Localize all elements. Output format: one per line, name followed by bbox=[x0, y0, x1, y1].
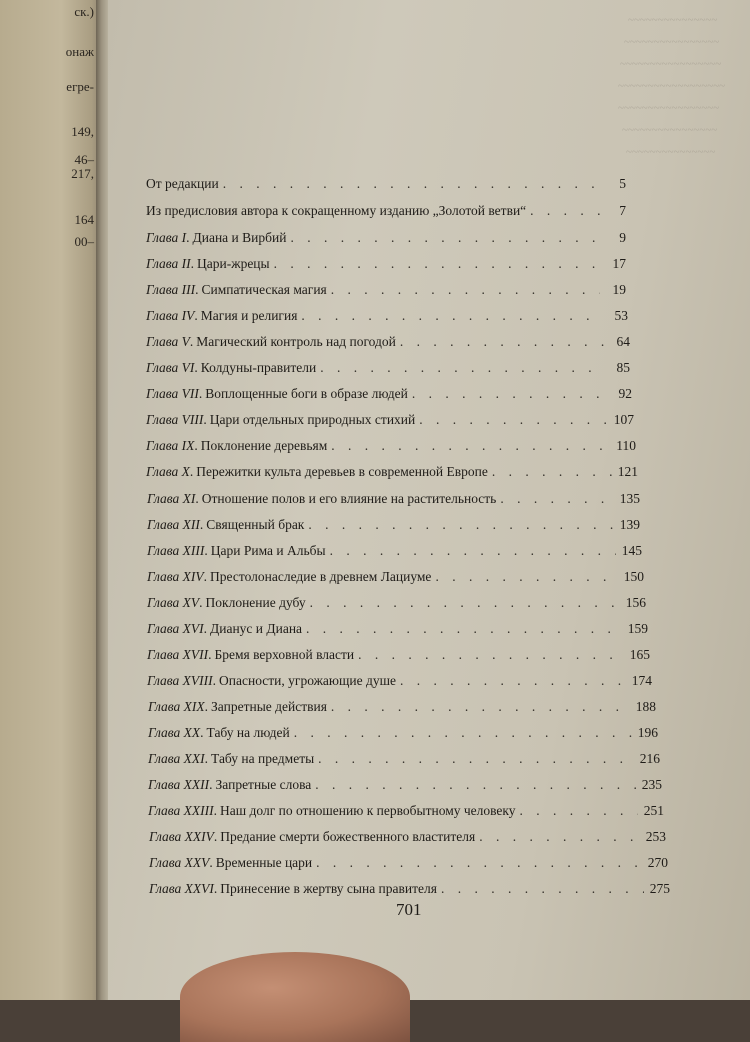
toc-page-number: 270 bbox=[647, 855, 668, 870]
toc-entry bbox=[147, 491, 640, 507]
toc-entry bbox=[148, 751, 660, 767]
toc-chapter-label: Глава XIII bbox=[147, 543, 205, 558]
toc-page-number: 156 bbox=[625, 595, 646, 610]
dot-leader bbox=[294, 725, 632, 741]
toc-entry-title: Пережитки культа деревьев в современной Европе bbox=[196, 464, 488, 479]
left-page-fragment: 149, bbox=[71, 124, 94, 139]
chapter-period: . bbox=[198, 386, 203, 401]
toc-entry-title: Цари Рима и Альбы bbox=[210, 543, 326, 558]
toc-page-number: 188 bbox=[635, 699, 656, 714]
dot-leader bbox=[290, 230, 600, 246]
toc-entry-title: Магия и религия bbox=[200, 308, 298, 323]
chapter-period: . bbox=[203, 412, 207, 427]
toc-entry bbox=[146, 203, 626, 219]
toc-entry-title: Симпатическая магия bbox=[201, 282, 327, 297]
toc-entry-title: Табу на людей bbox=[206, 725, 290, 740]
toc-chapter-label: Глава XIV bbox=[147, 569, 204, 584]
toc-chapter-label: Глава IV bbox=[146, 308, 195, 323]
toc-page-number: 107 bbox=[613, 412, 634, 427]
toc-entry-title: Дианус и Диана bbox=[210, 621, 303, 636]
toc-chapter-label: Глава XX bbox=[148, 725, 201, 740]
chapter-period: . bbox=[189, 334, 194, 349]
chapter-period: . bbox=[213, 881, 218, 896]
left-page-fragment: 00– bbox=[74, 234, 94, 249]
dot-leader bbox=[331, 282, 600, 298]
toc-page-number: 5 bbox=[619, 176, 626, 191]
left-page-fragment: егре- bbox=[66, 79, 94, 94]
toc-entry-title: Запретные слова bbox=[215, 777, 312, 792]
dot-leader bbox=[301, 308, 602, 324]
left-page-fragment: 217, bbox=[71, 166, 94, 181]
toc-chapter-label: Глава XXII bbox=[148, 777, 210, 792]
toc-page-number: 253 bbox=[645, 829, 666, 844]
dot-leader bbox=[318, 751, 634, 767]
dot-leader bbox=[441, 881, 644, 897]
toc-chapter-label: Глава XII bbox=[147, 517, 200, 532]
toc-entry bbox=[146, 386, 632, 402]
toc-page-number: 150 bbox=[623, 569, 644, 584]
dot-leader bbox=[492, 464, 612, 480]
toc-page-number: 19 bbox=[612, 282, 626, 297]
dot-leader bbox=[520, 803, 638, 819]
toc-chapter-label: Глава XVII bbox=[147, 647, 209, 662]
dot-leader bbox=[331, 438, 610, 454]
dot-leader bbox=[419, 412, 608, 428]
left-page-fragment: 46– bbox=[74, 152, 94, 167]
toc-entry bbox=[147, 595, 646, 611]
left-page-fragment: ск.) bbox=[74, 4, 94, 19]
toc-chapter-label: Глава III bbox=[146, 282, 196, 297]
toc-entry-title: Колдуны-правители bbox=[200, 360, 317, 375]
toc-entry bbox=[147, 621, 648, 637]
toc-page-number: 251 bbox=[643, 803, 664, 818]
toc-chapter-label: Глава XVIII bbox=[147, 673, 213, 688]
dot-leader bbox=[412, 386, 606, 402]
chapter-period: . bbox=[208, 647, 212, 662]
toc-entry-title: Магический контроль над погодой bbox=[196, 334, 396, 349]
toc-entry-title: Наш долг по отношению к первобытному человеку bbox=[220, 803, 516, 818]
chapter-period: . bbox=[204, 543, 208, 558]
toc-entry bbox=[147, 517, 640, 533]
toc-entry-title: Запретные действия bbox=[211, 699, 327, 714]
dot-leader bbox=[400, 673, 626, 689]
toc-chapter-label: Глава XXIII bbox=[148, 803, 214, 818]
toc-entry-title: Предание смерти божественного властителя bbox=[220, 829, 476, 844]
chapter-period: . bbox=[195, 282, 199, 297]
dot-leader bbox=[358, 647, 624, 663]
toc-entry bbox=[148, 803, 664, 819]
toc-chapter-label: Глава XXVI bbox=[149, 881, 214, 896]
bleed-through-text: ~~~~~~~~~~~~~~~ ~~~~~~~~~~~~~~~~ ~~~~~~~~~~~~~~~~~ ~~~~~~~~~~~~~~~~~~ ~~~~~~~~~~~~~~~~~ ~~~~~~~~~~~~~~~~ ~~~~~~~~~~~~~~~ bbox=[618, 14, 726, 158]
toc-chapter-label: Глава XV bbox=[147, 595, 200, 610]
toc-chapter-label: Глава I bbox=[146, 230, 187, 245]
toc-page-number: 165 bbox=[629, 647, 650, 662]
dot-leader bbox=[315, 777, 636, 793]
chapter-period: . bbox=[200, 725, 204, 740]
chapter-period: . bbox=[199, 595, 203, 610]
dot-leader bbox=[400, 334, 604, 350]
toc-entry bbox=[147, 673, 652, 689]
toc-page-number: 145 bbox=[621, 543, 642, 558]
toc-chapter-label: Глава XI bbox=[147, 491, 196, 506]
toc-chapter-label: Глава VII bbox=[146, 386, 199, 401]
chapter-period: . bbox=[189, 464, 194, 479]
dot-leader bbox=[530, 203, 600, 219]
dot-leader bbox=[308, 517, 614, 533]
dot-leader bbox=[274, 256, 600, 272]
chapter-period: . bbox=[213, 829, 218, 844]
toc-page-number: 139 bbox=[619, 517, 640, 532]
chapter-period: . bbox=[194, 438, 198, 453]
dot-leader bbox=[320, 360, 604, 376]
toc-entry-title: Отношение полов и его влияние на растительность bbox=[201, 491, 497, 506]
toc-entry-title: Престолонаследие в древнем Лациуме bbox=[210, 569, 432, 584]
toc-page-number: 174 bbox=[631, 673, 652, 688]
chapter-period: . bbox=[194, 308, 198, 323]
toc-entry bbox=[146, 176, 626, 192]
toc-page-number: 9 bbox=[619, 230, 626, 245]
toc-page-number: 121 bbox=[617, 464, 638, 479]
toc-entry-title: Бремя верховной власти bbox=[214, 647, 355, 662]
dot-leader bbox=[310, 595, 620, 611]
chapter-period: . bbox=[190, 256, 195, 271]
toc-entry-title: От редакции bbox=[146, 176, 219, 191]
toc-entry-title: Принесение в жертву сына правителя bbox=[220, 881, 437, 896]
toc-chapter-label: Глава V bbox=[146, 334, 190, 349]
toc-page-number: 92 bbox=[618, 386, 632, 401]
left-page-fragment: 164 bbox=[74, 212, 94, 227]
dot-leader bbox=[500, 491, 614, 507]
toc-entry bbox=[148, 725, 658, 741]
toc-page-number: 110 bbox=[616, 438, 636, 453]
toc-entry bbox=[149, 829, 666, 845]
chapter-period: . bbox=[195, 491, 199, 506]
toc-page-number: 159 bbox=[627, 621, 648, 636]
toc-entry-title: Цари-жрецы bbox=[197, 256, 270, 271]
dot-leader bbox=[316, 855, 642, 871]
chapter-period: . bbox=[204, 699, 209, 714]
toc-chapter-label: Глава XIX bbox=[148, 699, 205, 714]
page-number: 701 bbox=[396, 900, 422, 919]
toc-entry bbox=[146, 360, 630, 376]
toc-entry-title: Воплощенные боги в образе людей bbox=[205, 386, 408, 401]
toc-entry-title: Диана и Вирбий bbox=[192, 230, 287, 245]
chapter-period: . bbox=[194, 360, 198, 375]
left-page-fragment: онаж bbox=[65, 44, 94, 59]
toc-entry-title: Поклонение деревьям bbox=[200, 438, 328, 453]
toc-page-number: 7 bbox=[619, 203, 626, 218]
toc-page-number: 64 bbox=[616, 334, 630, 349]
toc-entry bbox=[147, 569, 644, 585]
dot-leader bbox=[331, 699, 630, 715]
toc-page-number: 17 bbox=[612, 256, 626, 271]
toc-page-number: 216 bbox=[639, 751, 660, 766]
dot-leader bbox=[330, 543, 616, 559]
toc-entry bbox=[148, 699, 656, 715]
dot-leader bbox=[223, 176, 600, 192]
toc-entry bbox=[146, 282, 626, 298]
dot-leader bbox=[479, 829, 640, 845]
toc-entry bbox=[146, 412, 634, 428]
toc-entry bbox=[148, 777, 662, 793]
toc-page-number: 196 bbox=[637, 725, 658, 740]
thumb bbox=[180, 952, 410, 1042]
chapter-period: . bbox=[213, 803, 218, 818]
toc-chapter-label: Глава VI bbox=[146, 360, 195, 375]
chapter-period: . bbox=[212, 673, 217, 688]
dot-leader bbox=[435, 569, 618, 585]
chapter-period: . bbox=[209, 777, 213, 792]
toc-entry bbox=[147, 647, 650, 663]
toc-entry bbox=[149, 881, 670, 897]
toc-chapter-label: Глава IX bbox=[146, 438, 195, 453]
toc-entry-title: Цари отдельных природных стихий bbox=[209, 412, 416, 427]
toc-entry-title: Поклонение дубу bbox=[205, 595, 306, 610]
toc-page-number: 275 bbox=[649, 881, 670, 896]
chapter-period: . bbox=[203, 621, 208, 636]
toc-chapter-label: Глава II bbox=[146, 256, 191, 271]
toc-chapter-label: Глава VIII bbox=[146, 412, 204, 427]
toc-entry bbox=[146, 308, 628, 324]
toc-chapter-label: Глава XVI bbox=[147, 621, 204, 636]
toc-chapter-label: Глава XXI bbox=[148, 751, 205, 766]
toc-entry-title: Табу на предметы bbox=[211, 751, 315, 766]
chapter-period: . bbox=[199, 517, 204, 532]
toc-entry bbox=[146, 256, 626, 272]
chapter-period: . bbox=[203, 569, 208, 584]
toc-entry bbox=[146, 438, 636, 454]
toc-page-number: 53 bbox=[614, 308, 628, 323]
toc-entry bbox=[146, 334, 630, 350]
chapter-period: . bbox=[186, 230, 190, 245]
toc-entry-title: Временные цари bbox=[215, 855, 313, 870]
chapter-period: . bbox=[209, 855, 213, 870]
toc-chapter-label: Глава XXV bbox=[149, 855, 210, 870]
left-page bbox=[0, 0, 102, 1000]
toc-entry bbox=[146, 464, 638, 480]
toc-entry-title: Из предисловия автора к сокращенному изданию „Золотой ветви“ bbox=[146, 203, 527, 218]
toc-entry bbox=[146, 230, 626, 246]
chapter-period: . bbox=[204, 751, 209, 766]
toc-entry bbox=[147, 543, 642, 559]
toc-page-number: 135 bbox=[619, 491, 640, 506]
toc-page-number: 235 bbox=[641, 777, 662, 792]
toc-entry bbox=[149, 855, 668, 871]
toc-page-number: 85 bbox=[616, 360, 630, 375]
dot-leader bbox=[306, 621, 622, 637]
toc-chapter-label: Глава X bbox=[146, 464, 190, 479]
toc-entry-title: Священный брак bbox=[206, 517, 305, 532]
toc-chapter-label: Глава XXIV bbox=[149, 829, 214, 844]
toc-entry-title: Опасности, угрожающие душе bbox=[219, 673, 396, 688]
